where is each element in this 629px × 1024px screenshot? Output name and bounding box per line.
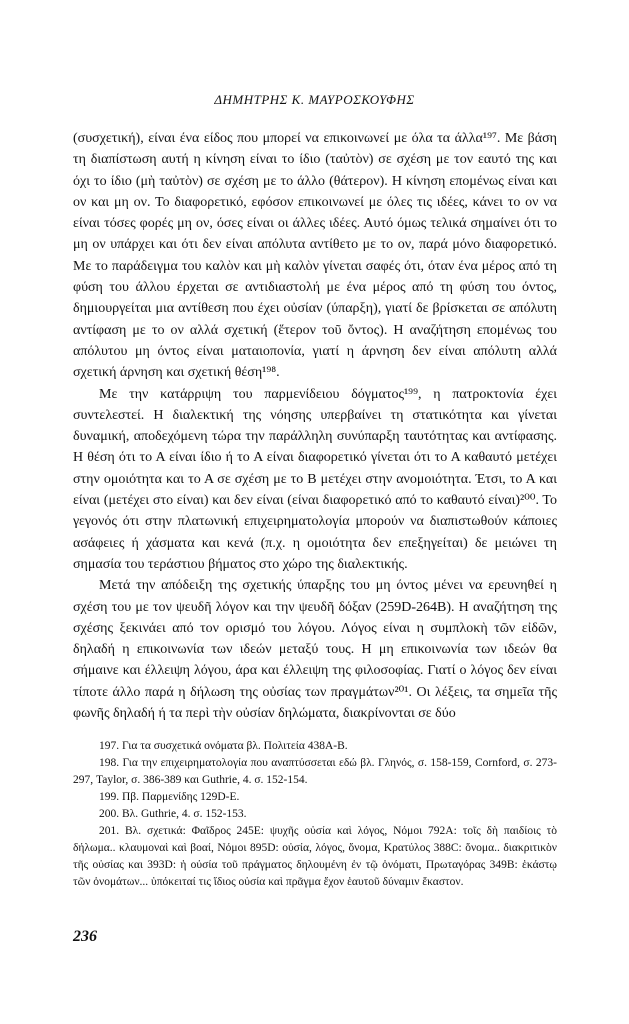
- footnote-198: 198. Για την επιχειρηματολογία που αναπτύσσεται εδώ βλ. Γληνός, σ. 158-159, Cornford, σ. 273-297, Taylor, σ. 386-389 και Guthrie, 4. σ. 152-154.: [73, 757, 557, 786]
- footnotes: [73, 738, 557, 891]
- running-header: ΔΗΜΗΤΡΗΣ Κ. ΜΑΥΡΟΣΚΟΥΦΗΣ: [214, 92, 415, 107]
- page-number: 236: [73, 928, 97, 945]
- footnote-201: 201. Βλ. σχετικά: Φαῖδρος 245E: ψυχῆς οὐσία καὶ λόγος, Νόμοι 792A: τοῖς δὴ παιδίοις τὸ δήλωμα.. κλαυμοναὶ καὶ βοαί, Νόμοι 895D: οὐσία, λόγος, ὄνομα, Κρατύλος 388C: ὄνομα.. διακριτικὸν τῆς οὐσίας και 393D: ἡ οὐσία τοῦ πράγματος δηλουμένη ἐν τῷ ὀνόματι, Πρωταγόρας 349B: ἑκάστῳ τῶν ὀνομάτων... ὑπόκειταί τις ἴδιος οὐσία καὶ πρᾶγμα ἔχον ἑαυτοῦ δύναμιν ἕκαστον.: [73, 825, 557, 888]
- main-text: [73, 128, 557, 724]
- paragraph-1: (συσχετική), είναι ένα είδος που μπορεί να επικοινωνεί με όλα τα άλλα¹⁹⁷. Με βάση τη διαπίστωση αυτή η κίνηση είναι το ίδιο (ταὐτὸν) σε σχέση με τον εαυτό της και όχι το ίδιο (μὴ ταὐτὸν) σε σχέση με το άλλο (θάτερον). Η κίνηση επομένως είναι και ον και μη ον. Το διαφορετικό, εφόσον επικοινωνεί με όλες τις ιδέες, κάνει το ον να είναι τόσες φορές μη ον, όσες είναι οι άλλες ιδέες. Αυτό όμως τελικά σημαίνει ότι το μη ον υπάρχει και ότι δεν είναι απόλυτα αντίθετο με το ον, παρά μόνο διαφορετικό. Με το παράδειγμα του καλὸν και μὴ καλὸν γίνεται σαφές ότι, όταν ένα μέρος από τη φύση του άλλου έρχεται σε αντιδιαστολή με ένα μέρος από τη φύση του όντος, δημιουργείται μια αντίθεση που έχει οὐσίαν (ύπαρξη), γιατί δε βρίσκεται σε απόλυτη αντίφαση με το ον αλλά σχετική (ἕτερον τοῦ ὄντος). Η αναζήτηση επομένως του απόλυτου μη όντος είναι ματαιοπονία, γιατί η άρνηση δεν είναι απόλυτη αλλά σχετική άρνηση και σχετική θέση¹⁹⁸.: [73, 131, 557, 381]
- footnote-197: 197. Για τα συσχετικά ονόματα βλ. Πολιτεία 438A-B.: [99, 740, 348, 752]
- footnote-200: 200. Βλ. Guthrie, 4. σ. 152-153.: [99, 808, 247, 820]
- paragraph-3: Μετά την απόδειξη της σχετικής ύπαρξης του μη όντος μένει να ερευνηθεί η σχέση του με τον ψευδῆ λόγον και την ψευδῆ δόξαν (259D-264B). Η αναζήτηση της σχέσης ξεκινάει από τον ορισμό του λόγου. Λόγος είναι η συμπλοκὴ τῶν εἰδῶν, δηλαδή η επικοινωνία των ιδεών μεταξύ τους. Η μη επικοινωνία των ιδεών θα σήμαινε και έλλειψη λόγου, άρα και έλλειψη της φιλοσοφίας. Γιατί ο λόγος δεν είναι τίποτε άλλο παρά η δήλωση της οὐσίας των πραγμάτων²⁰¹. Οι λέξεις, τα σημεῖα τῆς φωνῆς δηλαδή ή τα περὶ τὴν οὐσίαν δηλώματα, διακρίνονται σε δύο: [73, 578, 557, 722]
- footnote-199: 199. Πβ. Παρμενίδης 129D-E.: [99, 791, 240, 803]
- paragraph-2: Με την κατάρριψη του παρμενίδειου δόγματος¹⁹⁹, η πατροκτονία έχει συντελεστεί. Η διαλεκτική της νόησης υπερβαίνει τη στατικότητα και γίνεται δυναμική, αποδεχόμενη τώρα την παράλληλη συνύπαρξη ταυτότητας και αντίφασης. Η θέση ότι το Α είναι ίδιο ή το Α είναι διαφορετικό γίνεται ότι το Α καθαυτό μετέχει στην ομοιότητα και το Α σε σχέση με το Β μετέχει στην ανομοιότητα. Έτσι, το Α και είναι (μετέχει στο είναι) και δεν είναι (είναι διαφορετικό από το καθαυτό είναι)²⁰⁰. Το γεγονός ότι στην πλατωνική επιχειρηματολογία μπορούν να διαπιστωθούν κάποιες ασάφειες ή χάσματα και κενά (π.χ. η ομοιότητα δεν επεξηγείται) δε μειώνει τη σημασία του τεράστιου βήματος στο χώρο της διαλεκτικής.: [73, 386, 557, 572]
